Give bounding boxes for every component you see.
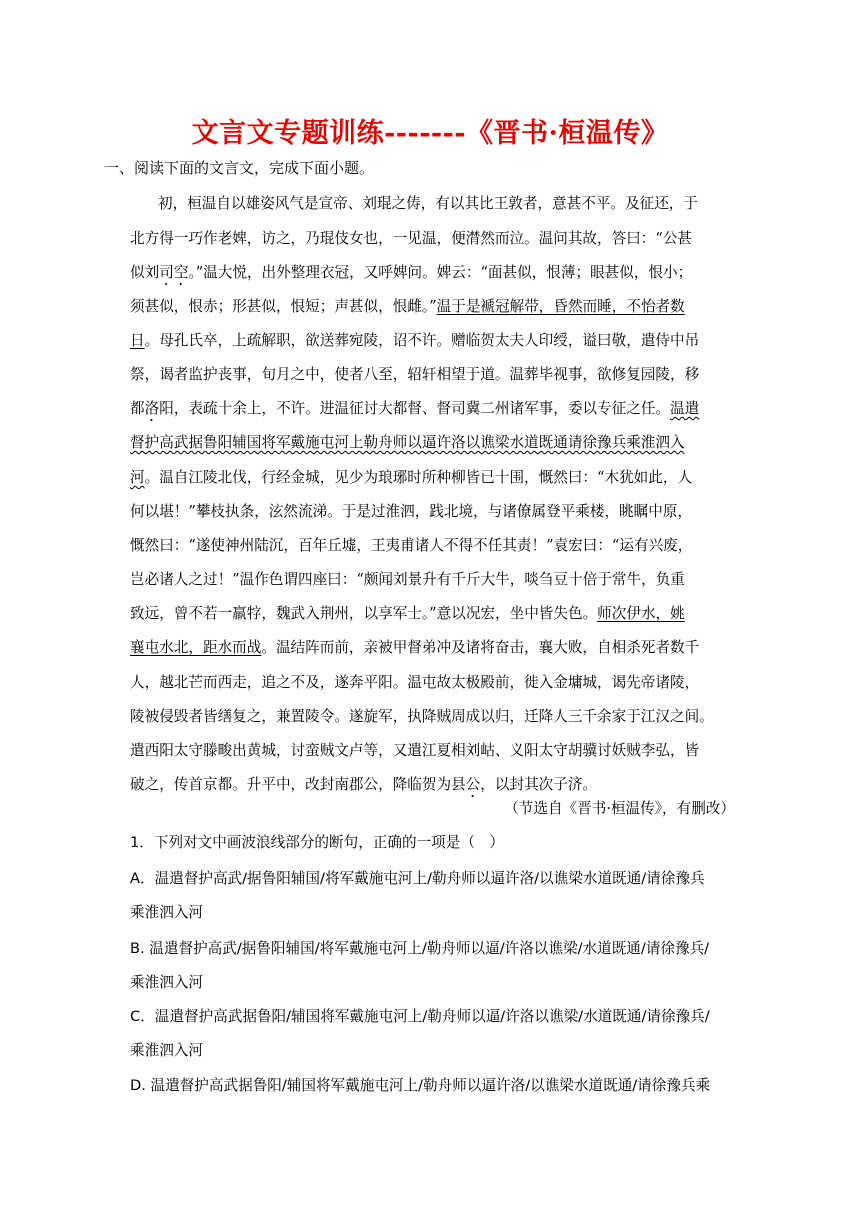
section-heading: 一、阅读下面的文言文，完成下面小题。 (104, 159, 375, 177)
passage-line: 破之，传首京都。升平中，改封南郡公，降临贺为县公，以封其次子济。 (130, 776, 598, 793)
wavy-underlined-sentence: 督护高武据鲁阳辅国将军戴施屯河上勒舟师以逼许洛以谯梁水道既通请徐豫兵乘淮泗入 (130, 434, 685, 451)
passage-line (130, 431, 685, 452)
option-d: D. 温遣督护高武据鲁阳/辅国将军戴施屯河上/勒舟师以逼许洛/以谯梁水道既通/请徐豫兵乘 (130, 1077, 711, 1094)
underlined-sentence: 温于是褫冠解带，昏然而睡，不怡者数 (436, 298, 685, 315)
passage-line: 初，桓温自以雄姿风气是宣帝、刘琨之俦，有以其比王敦者，意甚不平。及征还，于 (158, 195, 698, 212)
passage-line: 都洛阳，表疏十余上，不许。进温征讨大都督、督司冀二州诸军事，委以专征之任。温遣 (130, 400, 700, 417)
question-stem: 1．下列对文中画波浪线部分的断句，正确的一项是（ ） (130, 834, 505, 851)
passage-line: 日。母孔氏卒，上疏解职，欲送葬宛陵，诏不许。赠临贺太夫人印绶，谥曰敬，遣侍中吊 (130, 332, 700, 349)
source-note: （节选自《晋书·桓温传》，有删改） (504, 800, 735, 817)
passage-line: 岂必诸人之过！”温作色谓四座曰：“颇闻刘景升有千斤大牛，啖刍豆十倍于常牛，负重 (130, 571, 685, 588)
option-a: A．温遣督护高武/据鲁阳辅国/将军戴施屯河上/勒舟师以逼许洛/以谯梁水道既通/请徐豫兵 (130, 870, 705, 887)
passage-line: 慨然曰：“遂使神州陆沉，百年丘墟，王夷甫诸人不得不任其责！”袁宏曰：“运有兴废， (130, 537, 693, 554)
passage-line: 遣西阳太守滕畯出黄城，讨蛮贼文卢等，又遣江夏相刘岵、义阳太守胡骥讨妖贼李弘，皆 (130, 742, 700, 759)
option-c-continued: 乘淮泗入河 (130, 1042, 203, 1059)
passage-line: 致远，曾不若一羸牸，魏武入荆州，以享军士。”意以况宏，坐中皆失色。师次伊水，姚 (130, 605, 685, 622)
underlined-sentence: 襄屯水北，距水而战 (130, 639, 262, 656)
passage-line: 北方得一巧作老婢，访之，乃琨伎女也，一见温，便潸然而泣。温问其故，答曰：“公甚 (130, 230, 693, 247)
option-a-continued: 乘淮泗入河 (130, 904, 203, 921)
option-b: B. 温遣督护高武/据鲁阳辅国/将军戴施屯河上/勒舟师以逼/许洛以谯梁/水道既通/请徐豫兵/ (130, 940, 710, 957)
passage-line: 襄屯水北，距水而战。温结阵而前，亲被甲督弟冲及诸将奋击，襄大败，自相杀死者数千 (130, 639, 700, 656)
page-title: 文言文专题训练-------《晋书·桓温传》 (191, 118, 669, 149)
passage-line: 河。温自江陵北伐，行经金城，见少为琅琊时所种柳皆已十围，慨然曰：“木犹如此，人 (130, 469, 693, 486)
passage-line: 祭，谒者监护丧事，旬月之中，使者八至，轺轩相望于道。温葬毕视事，欲修复园陵，移 (130, 366, 700, 383)
passage-line: 人，越北芒而西走，追之不及，遂奔平阳。温屯故太极殿前，徙入金墉城，谒先帝诸陵， (130, 674, 700, 691)
passage-line: 须甚似，恨赤；形甚似，恨短；声甚似，恨雌。”温于是褫冠解带，昏然而睡，不怡者数 (130, 298, 685, 315)
option-c: C．温遣督护高武据鲁阳/辅国将军戴施屯河上/勒舟师以逼/许洛以谯梁/水道既通/请徐豫兵/ (130, 1008, 710, 1025)
passage-line: 似刘司空。”温大悦，出外整理衣冠，又呼婢问。婢云：“面甚似，恨薄；眼甚似，恨小； (130, 264, 693, 281)
passage-line: 何以堪！”攀枝执条，泫然流涕。于是过淮泗，践北境，与诸僚属登平乘楼，眺瞩中原， (130, 503, 693, 520)
option-b-continued: 乘淮泗入河 (130, 974, 203, 991)
passage-line: 陵被侵毁者皆缮复之，兼置陵令。遂旋军，执降贼周成以归，迁降人三千余家于江汉之间。 (130, 708, 714, 725)
